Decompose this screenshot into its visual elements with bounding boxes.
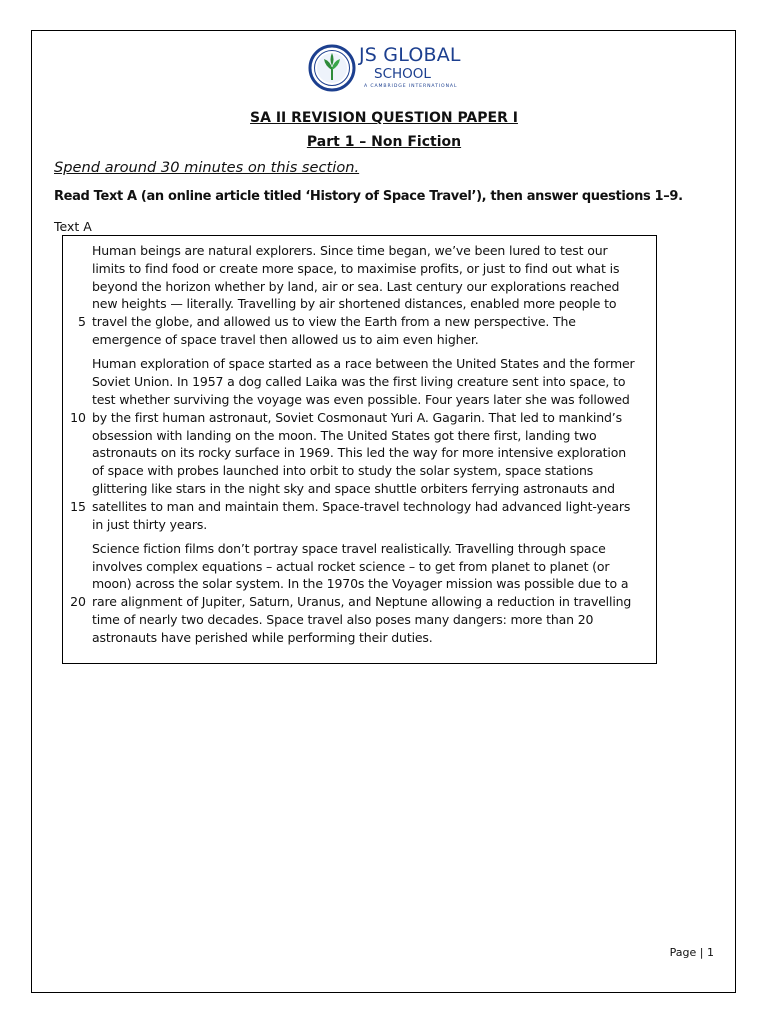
passage-line: satellites to man and maintain them. Space-travel technology had advanced light-years	[92, 498, 631, 514]
passage-line: Human beings are natural explorers. Since time began, we’ve been lured to test our	[92, 243, 608, 258]
passage-line: beyond the horizon whether by land, air or sea. Last century our explorations reached	[92, 278, 620, 294]
line-number: 10	[70, 409, 86, 425]
page-number: Page | 1	[669, 946, 714, 959]
passage-line: involves complex equations – actual rocket science – to get from planet to planet (or	[92, 558, 610, 574]
passage-line: test whether surviving the voyage was even possible. Four years later she was followed	[92, 391, 630, 407]
passage-line: of space with probes launched into orbit to study the solar system, space stations	[92, 463, 594, 479]
part-title: Part 1 – Non Fiction	[306, 134, 462, 150]
passage-line: emergence of space travel then allowed us to aim even higher.	[92, 332, 479, 347]
passage-line: limits to find food or create more space, to maximise profits, or just to find out what is	[92, 260, 620, 276]
passage-line: Science fiction films don’t portray space travel realistically. Travelling through space	[92, 540, 606, 556]
passage-line: glittering like stars in the night sky and space shuttle orbiters ferrying astronauts and	[92, 480, 615, 496]
line-number: 15	[70, 498, 86, 514]
passage-line: Human exploration of space started as a race between the United States and the former	[92, 356, 635, 372]
read-instruction: Read Text A (an online article titled ‘History of Space Travel’), then answer questions 1–9.	[54, 189, 683, 204]
passage-line: moon) across the solar system. In the 1970s the Voyager mission was possible due to a	[92, 576, 629, 592]
school-logo	[308, 42, 468, 92]
time-instruction: Spend around 30 minutes on this section.	[54, 159, 360, 176]
school-tagline: A CAMBRIDGE INTERNATIONAL	[364, 84, 458, 89]
school-name: JS GLOBAL	[359, 44, 461, 66]
line-number: 5	[78, 314, 86, 330]
passage-line: in just thirty years.	[92, 516, 208, 532]
passage-line: new heights — literally. Travelling by air shortened distances, enabled more people to	[92, 296, 617, 312]
passage-line: by the first human astronaut, Soviet Cosmonaut Yuri A. Gagarin. That led to mankind’s	[92, 409, 622, 425]
paper-title: SA II REVISION QUESTION PAPER I	[250, 110, 518, 126]
school-crest-icon	[308, 44, 356, 92]
passage-line: rare alignment of Jupiter, Saturn, Uranus, and Neptune allowing a reduction in travelling	[92, 594, 632, 610]
passage-line: time of nearly two decades. Space travel also poses many dangers: more than 20	[92, 612, 594, 627]
passage-line: astronauts on its rocky surface in 1969. This led the way for more intensive exploration	[92, 445, 626, 461]
passage-line: Soviet Union. In 1957 a dog called Laika was the first living creature sent into space, to	[92, 374, 626, 390]
passage-line: obsession with landing on the moon. The United States got there first, landing two	[92, 427, 597, 443]
text-a-label: Text A	[54, 219, 92, 234]
passage-line: travel the globe, and allowed us to view the Earth from a new perspective. The	[92, 314, 576, 330]
passage-line: astronauts have perished while performing their duties.	[92, 629, 433, 645]
school-subname: SCHOOL	[374, 66, 431, 82]
line-number: 20	[70, 594, 86, 610]
